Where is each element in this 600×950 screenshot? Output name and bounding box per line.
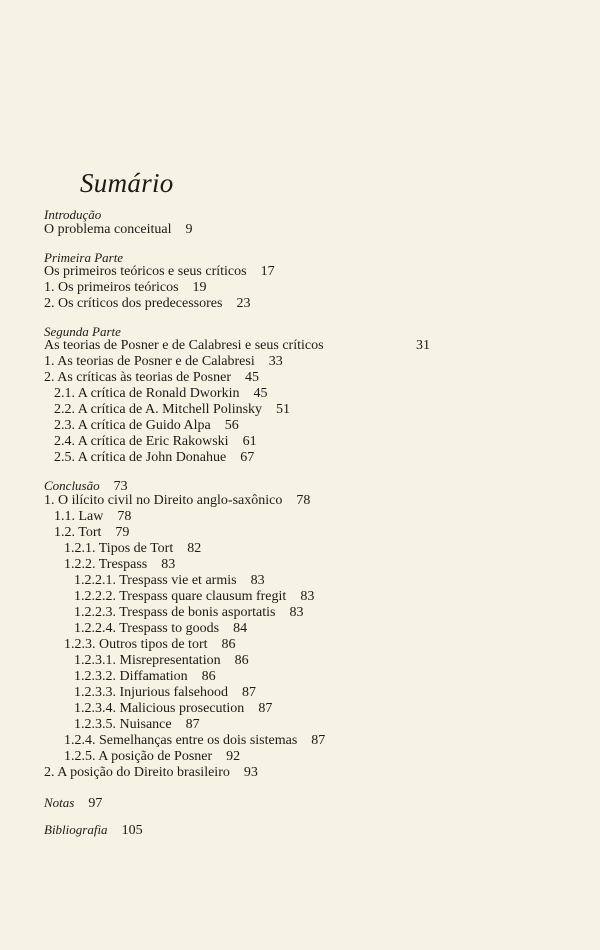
toc-entry-title: 2. As críticas às teorias de Posner [44, 370, 232, 385]
toc-entry-title: 1.2.3.4. Malicious prosecution [74, 701, 245, 716]
toc-entry-page-number: 83 [300, 589, 315, 604]
toc-entry [44, 370, 259, 386]
toc-entry [44, 354, 283, 370]
toc-entry-page-number: 78 [296, 493, 311, 508]
toc-entry [64, 557, 175, 573]
toc-entry-title: O problema conceitual [44, 222, 172, 237]
toc-section-heading [44, 795, 102, 812]
toc-entry-page-number: 45 [253, 386, 268, 401]
toc-section-heading [44, 822, 143, 839]
toc-entry [54, 450, 254, 466]
toc-entry-page-number: 56 [224, 418, 239, 433]
toc-entry-title: 1.2.3.3. Injurious falsehood [74, 685, 228, 700]
toc-entry-page-number: 87 [311, 733, 326, 748]
toc-entry-page-number: 45 [245, 370, 260, 385]
toc-entry-title: 2. A posição do Direito brasileiro [44, 765, 230, 780]
toc-entry [44, 765, 258, 781]
toc-entry-title: Notas [44, 795, 75, 810]
toc-entry [54, 525, 129, 541]
toc-entry-page-number: 9 [185, 222, 193, 237]
toc-entry-page-number: 86 [234, 653, 249, 668]
toc-entry-title: Conclusão [44, 478, 100, 493]
toc-entry [54, 509, 131, 525]
toc-entry [64, 749, 240, 765]
toc-entry [74, 589, 314, 605]
toc-entry [74, 653, 249, 669]
toc-entry-title: 1. As teorias de Posner e de Calabresi [44, 354, 255, 369]
toc-entry [54, 386, 267, 402]
toc-entry-page-number: 86 [201, 669, 216, 684]
toc-entry-title: 1.2.2.4. Trespass to goods [74, 621, 220, 636]
toc-entry [64, 733, 325, 749]
toc-entry [74, 701, 272, 717]
toc-entry-title: 1.2.3.1. Misrepresentation [74, 653, 221, 668]
toc-entry [44, 222, 193, 238]
toc-entry [64, 541, 201, 557]
toc-entry [44, 338, 430, 354]
toc-entry [44, 264, 275, 280]
toc-entry [74, 717, 200, 733]
toc-entry-title: 2.3. A crítica de Guido Alpa [54, 418, 211, 433]
toc-entry-title: 1.2.2.2. Trespass quare clausum fregit [74, 589, 287, 604]
toc-entry-title: 2.2. A crítica de A. Mitchell Polinsky [54, 402, 263, 417]
toc-entry-page-number: 17 [260, 264, 275, 279]
toc-entry-title: 1.2.2. Trespass [64, 557, 148, 572]
toc-entry [74, 685, 256, 701]
toc-entry-page-number: 19 [192, 280, 207, 295]
toc-entry-page-number: 87 [241, 685, 256, 700]
toc-entry-page-number: 86 [221, 637, 236, 652]
toc-entry-title: 1.2.2.1. Trespass vie et armis [74, 573, 237, 588]
toc-entry-title: 1.1. Law [54, 509, 104, 524]
toc-entry-title: 1.2.1. Tipos de Tort [64, 541, 174, 556]
toc-entry-title: 1. O ilícito civil no Direito anglo-saxônico [44, 493, 283, 508]
toc-entry-title: 2.4. A crítica de Eric Rakowski [54, 434, 229, 449]
toc-entry-title: 1.2.3. Outros tipos de tort [64, 637, 208, 652]
toc-entry-title: As teorias de Posner e de Calabresi e seus críticos [44, 338, 324, 353]
toc-entry-title: 2.5. A crítica de John Donahue [54, 450, 227, 465]
toc-entry-title: 2.1. A crítica de Ronald Dworkin [54, 386, 240, 401]
toc-entry [64, 637, 236, 653]
toc-entry-title: Bibliografia [44, 822, 108, 837]
toc-entry-title: 2. Os críticos dos predecessores [44, 296, 223, 311]
toc-entry-page-number: 61 [242, 434, 257, 449]
toc-entry-page-number: 87 [185, 717, 200, 732]
toc-entry [74, 605, 303, 621]
toc-entry-title: 1.2.4. Semelhanças entre os dois sistemas [64, 733, 298, 748]
toc-entry-page-number: 67 [240, 450, 255, 465]
toc-entry [54, 418, 239, 434]
toc-entry [44, 493, 310, 509]
toc-entry-title: Segunda Parte [44, 324, 121, 339]
toc-entry-title: 1.2.2.3. Trespass de bonis asportatis [74, 605, 276, 620]
toc-entry-title: 1. Os primeiros teóricos [44, 280, 179, 295]
toc-entry [44, 280, 207, 296]
toc-entry-title: 1.2.5. A posição de Posner [64, 749, 213, 764]
toc-entry-page-number: 83 [161, 557, 176, 572]
toc-entry-page-number: 105 [121, 823, 143, 838]
toc-entry-page-number: 92 [226, 749, 241, 764]
toc-entry [74, 669, 216, 685]
toc-entry [74, 573, 265, 589]
toc-entry-page-number: 97 [88, 796, 103, 811]
toc-entry-title: 1.2.3.2. Diffamation [74, 669, 188, 684]
toc-entry-page-number: 87 [258, 701, 273, 716]
toc-entry-page-number: 83 [250, 573, 265, 588]
toc-entry-page-number: 51 [276, 402, 291, 417]
toc-entry-title: 1.2.3.5. Nuisance [74, 717, 172, 732]
toc-entry-page-number: 84 [233, 621, 248, 636]
toc-entry-page-number: 78 [117, 509, 132, 524]
toc-entry-page-number: 82 [187, 541, 202, 556]
toc-entry [54, 402, 290, 418]
toc-entry-page-number: 79 [115, 525, 130, 540]
toc-entry-page-number: 31 [416, 338, 430, 353]
toc-entry-page-number: 83 [289, 605, 304, 620]
toc-entry-title: Os primeiros teóricos e seus críticos [44, 264, 247, 279]
toc-entry-page-number: 23 [236, 296, 251, 311]
toc-entry [44, 296, 250, 312]
toc-entry-page-number: 33 [268, 354, 283, 369]
toc-entry-title: Primeira Parte [44, 250, 124, 265]
toc-entry-page-number: 73 [113, 479, 128, 494]
toc-entry-title: Introdução [44, 207, 102, 222]
toc-entry [74, 621, 247, 637]
toc-entry [54, 434, 257, 450]
toc-entry-title: 1.2. Tort [54, 525, 102, 540]
page-title: Sumário [80, 168, 174, 198]
toc-entry-page-number: 93 [243, 765, 258, 780]
